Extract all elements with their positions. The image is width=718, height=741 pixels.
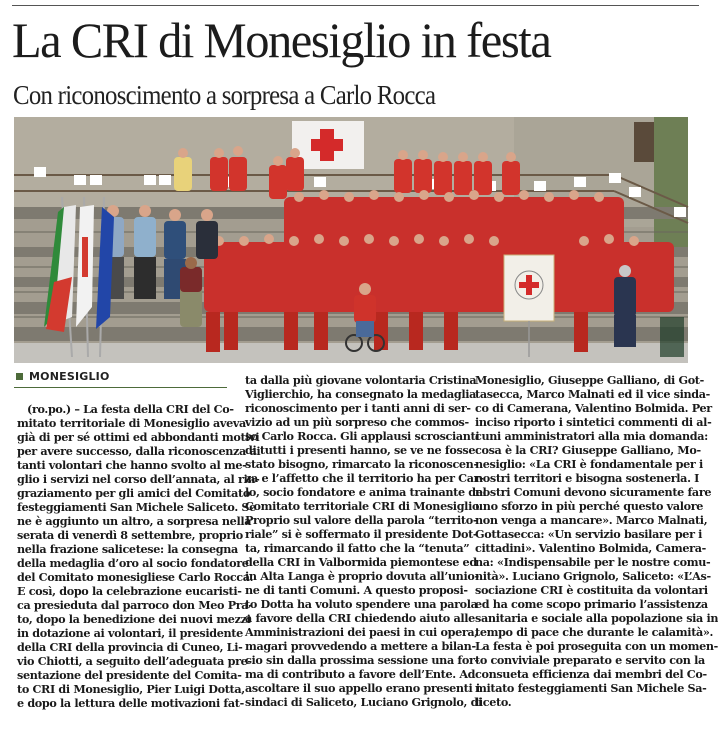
article-text-line: riale” si è soffermato il presidente Dot- [245, 527, 478, 541]
article-text-line: to Dotta ha voluto spendere una parola [245, 597, 478, 611]
article-text-line: Proprio sul valore della parola “territo- [245, 513, 478, 527]
article-text-line: del Comitato monesigliese Carlo Rocca. [17, 570, 254, 584]
article-column-3 [475, 373, 718, 709]
article-text-line: serata di venerdì 8 settembre, proprio [17, 528, 243, 542]
article-text-line: sindaci di Saliceto, Luciano Grignolo, di [245, 695, 482, 709]
article-text-line: ascoltare il suo appello erano presenti i [245, 681, 480, 695]
section-label: MONESIGLIO [29, 370, 110, 383]
top-rule [12, 5, 699, 6]
article-text-line: nostri territori e bisogna sostenerla. I [475, 471, 700, 485]
article-text-line: to, dopo la benedizione dei nuovi mezzi [17, 612, 251, 626]
article-text-line: Gottasecca: «Un servizio basilare per i [475, 527, 703, 541]
article-text-line: ta, rimarcando il fatto che la “tenuta” [245, 541, 470, 555]
article-text-line: sociazione CRI è costituita da volontari [475, 583, 708, 597]
article-text-line: consueta efficienza dai membri del Co- [475, 667, 707, 681]
article-text-line: nesiglio: «La CRI è fondamentale per i [475, 457, 703, 471]
article-text-line: cuni amministratori alla mia domanda: [475, 429, 708, 443]
article-text-line: nella frazione salicetese: la consegna [17, 542, 238, 556]
article-text-line: riconoscimento per i tanti anni di ser- [245, 401, 471, 415]
article-text-line: to CRI di Monesiglio, Pier Luigi Dotta, [17, 682, 245, 696]
article-text-line: co di Camerana, Valentino Bolmida. Per [475, 401, 712, 415]
article-text-line: stato bisogno, rimarcato la riconoscen- [245, 457, 478, 471]
article-text-line: ca presieduta dal parroco don Meo Pra- [17, 598, 253, 612]
article-text-line: sanitaria e sociale alla popolazione sia in [475, 611, 718, 625]
article-text-line: tanti volontari che hanno svolto al me- [17, 458, 247, 472]
article-text-line: ma di contributo a favore dell’Ente. Ad [245, 667, 476, 681]
article-column-2 [245, 373, 487, 709]
article-text-line: na: «Indispensabile per le nostre comu- [475, 555, 711, 569]
article-text-line: nostri Comuni devono sicuramente fare [475, 485, 712, 499]
article-text-line: in Alta Langa è proprio dovuta all’unio- [245, 569, 479, 583]
article-text-line: vizio ad un più sorpreso che commos- [245, 415, 469, 429]
article-column-1 [17, 402, 261, 710]
article-text-line: liceto. [475, 695, 512, 709]
article-text-line: cio sin dalla prossima sessione una for- [245, 653, 479, 667]
article-text-line: di tutti i presenti hanno, se ve ne fosse [245, 443, 476, 457]
article-text-line: uno sforzo in più perché questo valore [475, 499, 704, 513]
article-text-line: già di per sé ottimi ed abbondanti motivi [17, 430, 260, 444]
subheadline: Con riconoscimento a sorpresa a Carlo Rocca [13, 80, 436, 110]
article-photo [14, 117, 688, 363]
headline: La CRI di Monesiglio in festa [12, 12, 551, 68]
article-text-line: E così, dopo la celebrazione eucaristi- [17, 584, 242, 598]
article-text-line: inciso riporto i sintetici commenti di al- [475, 415, 712, 429]
article-text-line: della medaglia d’oro al socio fondatore [17, 556, 249, 570]
article-text-line: ne è aggiunto un altro, a sorpresa nella [17, 514, 252, 528]
article-text-line: non venga a mancare». Marco Malnati, [475, 513, 708, 527]
article-text-line: nità». Luciano Grignolo, Saliceto: «L’As- [475, 569, 711, 583]
article-text-line: mitato territoriale di Monesiglio aveva [17, 416, 246, 430]
article-text-line: sentazione del presidente del Comita- [17, 668, 242, 682]
article-text-line: Viglierchio, ha consegnato la medaglia [245, 387, 477, 401]
article-text-line: graziamento per gli amici del Comitato [17, 486, 250, 500]
article-text-line: a favore della CRI chiedendo aiuto alle [245, 611, 475, 625]
article-text-line: lo, socio fondatore e anima trainante del [245, 485, 487, 499]
article-text-line: festeggiamenti San Michele Saliceto. Se [17, 500, 256, 514]
article-text-line: vio Chiotti, a seguito dell’adeguata pre- [17, 654, 252, 668]
article-text-line: to conviviale preparato e servito con la [475, 653, 705, 667]
article-text-line: ne di tanti Comuni. A questo proposi- [245, 583, 468, 597]
article-text-line: Amministrazioni dei paesi in cui opera, [245, 625, 478, 639]
article-text-line: ed ha come scopo primario l’assistenza [475, 597, 708, 611]
section-marker-icon [16, 373, 23, 380]
article-text-line: della CRI in Valbormida piemontese ed [245, 555, 477, 569]
article-text-line: Monesiglio, Giuseppe Galliano, di Got- [475, 373, 704, 387]
article-text-line: magari provvedendo a mettere a bilan- [245, 639, 476, 653]
article-text-line: della CRI della provincia di Cuneo, Li- [17, 640, 243, 654]
section-header [14, 369, 227, 388]
article-text-line: za e l’affetto che il territorio ha per Car- [245, 471, 484, 485]
article-text-line: cittadini». Valentino Bolmida, Camera- [475, 541, 706, 555]
article-text-line: per avere successo, dalla riconoscenza ai [17, 444, 261, 458]
article-text-line: ta dalla più giovane volontaria Cristina [245, 373, 477, 387]
article-text-line: glio i servizi nel corso dell’annata, al rin- [17, 472, 260, 486]
article-text-line: La festa è poi proseguita con un momen- [475, 639, 718, 653]
article-text-line: tempo di pace che durante le calamità». [475, 625, 714, 639]
article-text-line: so Carlo Rocca. Gli applausi scroscianti [245, 429, 480, 443]
article-text-line: cosa è la CRI? Giuseppe Galliano, Mo- [475, 443, 701, 457]
article-text-line: Comitato territoriale CRI di Monesiglio. [245, 499, 483, 513]
article-text-line: tasecca, Marco Malnati ed il vice sinda- [475, 387, 710, 401]
article-text-line: e dopo la lettura delle motivazioni fat- [17, 696, 244, 710]
article-text-line: mitato festeggiamenti San Michele Sa- [475, 681, 707, 695]
article-text-line: (ro.po.) – La festa della CRI del Co- [27, 402, 234, 416]
article-text-line: in dotazione ai volontari, il presidente [17, 626, 243, 640]
